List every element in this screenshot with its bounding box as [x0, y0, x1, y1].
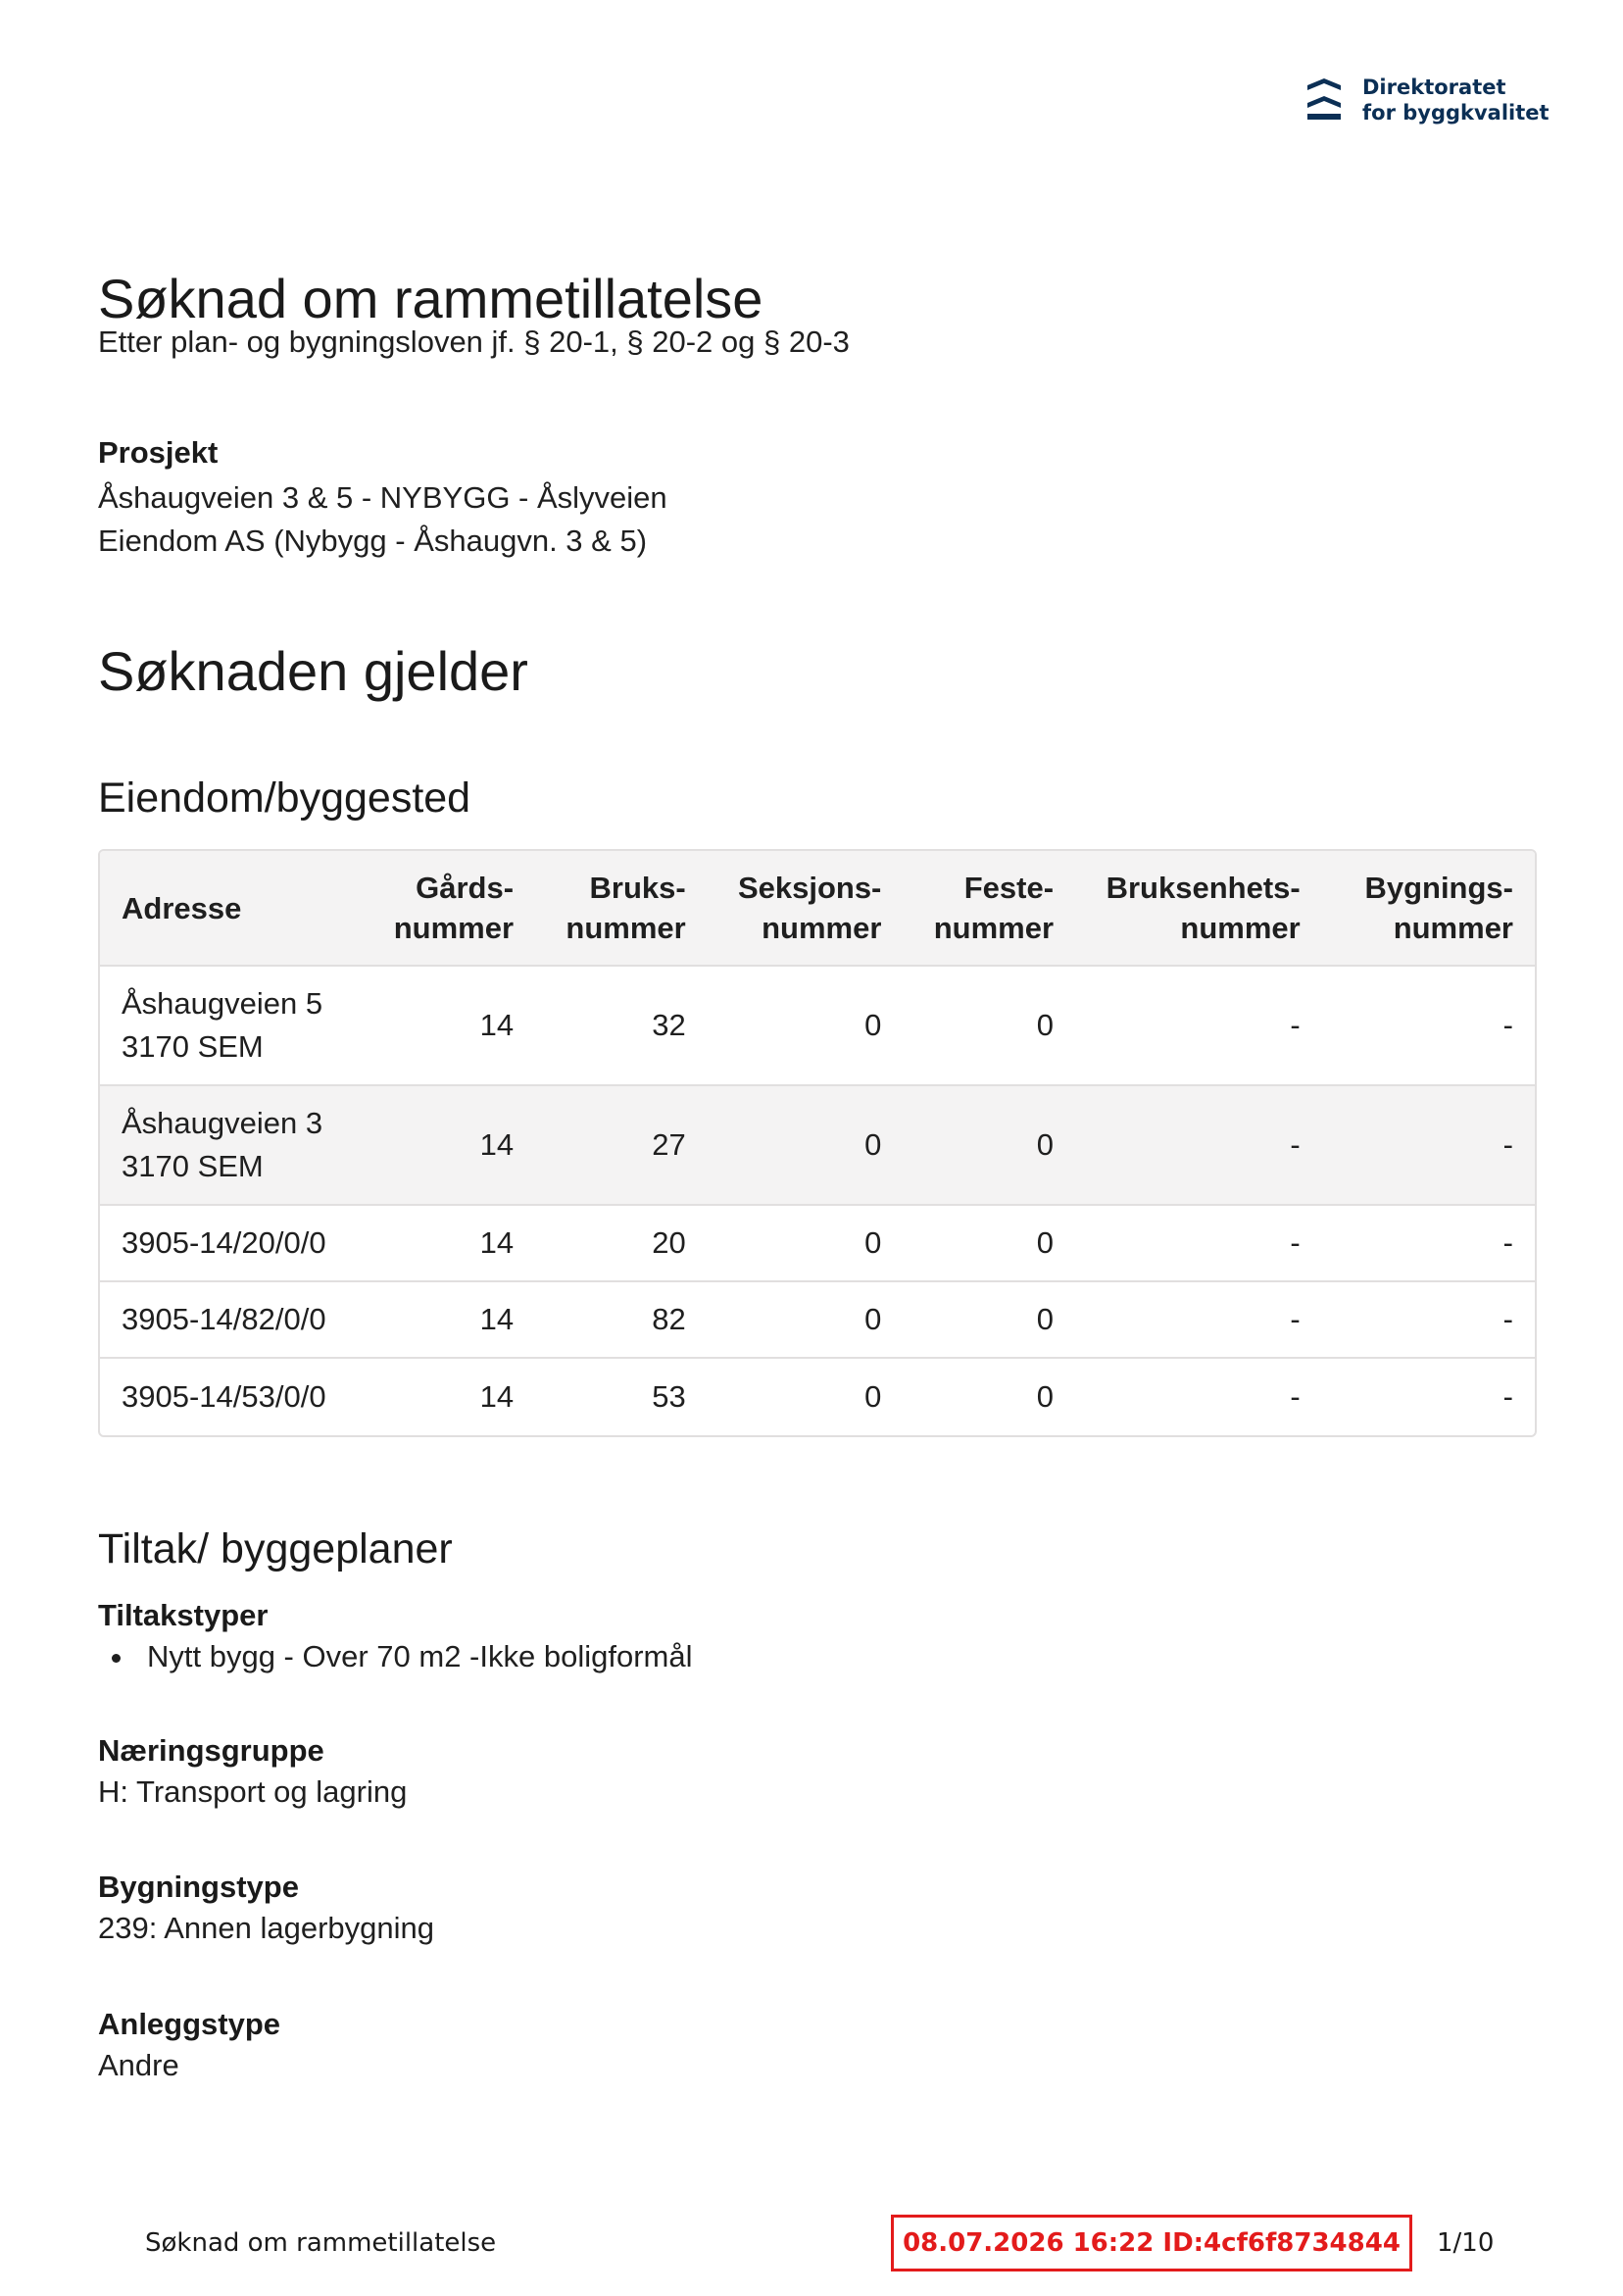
anleggstype-label: Anleggstype [98, 2007, 281, 2041]
project-label: Prosjekt [98, 435, 219, 470]
cell-bruksenhet: - [1075, 967, 1322, 1086]
property-heading: Eiendom/byggested [98, 774, 471, 822]
table-row [100, 1359, 1535, 1435]
cell-fnr: 0 [1036, 1379, 1055, 1414]
col-header-gardsnummer: Gårds- nummer [363, 851, 535, 967]
property-table [98, 849, 1537, 1437]
project-line2: Eiendom AS (Nybygg - Åshaugvn. 3 & 5) [98, 524, 648, 558]
tiltakstyper-label: Tiltakstyper [98, 1598, 269, 1632]
cell-bnr: 53 [652, 1379, 686, 1414]
cell-snr: 0 [708, 1086, 904, 1206]
list-item: Nytt bygg - Over 70 m2 -Ikke boligformål [98, 1635, 692, 1678]
table-row [100, 1282, 1535, 1359]
cell-address: Åshaugveien 5 3170 SEM [100, 967, 363, 1086]
tiltak-heading: Tiltak/ byggeplaner [98, 1525, 453, 1572]
cell-snr: 0 [708, 967, 904, 1086]
cell-gnr: 14 [363, 967, 535, 1086]
document-subtitle: Etter plan- og bygningsloven jf. § 20-1, § 20-2 og § 20-3 [98, 324, 850, 359]
project-block [98, 433, 667, 563]
cell-bygning: - [1322, 967, 1535, 1086]
cell-address: 3905-14/82/0/0 [100, 1282, 363, 1359]
cell-gnr: 14 [363, 1282, 535, 1359]
cell-snr: 0 [708, 1282, 904, 1359]
anleggstype-block [98, 2005, 280, 2087]
col-header-bruksnummer: Bruks- nummer [535, 851, 708, 967]
cell-bnr: 82 [535, 1282, 708, 1359]
cell-snr: 0 [864, 1379, 882, 1414]
tiltakstyper-block [98, 1596, 692, 1678]
cell-bnr: 27 [535, 1086, 708, 1206]
cell-bygning: - [1502, 1379, 1513, 1414]
col-header-festenummer: Feste- nummer [903, 851, 1075, 967]
table-row [100, 967, 1535, 1086]
naeringsgruppe-block [98, 1731, 407, 1814]
cell-bruksenhet: - [1075, 1086, 1322, 1206]
cell-address: 3905-14/20/0/0 [100, 1206, 363, 1282]
dibk-logo-icon [1303, 75, 1345, 125]
cell-bygning: - [1322, 1086, 1535, 1206]
col-header-seksjonsnummer: Seksjons- nummer [708, 851, 904, 967]
cell-gnr: 14 [479, 1379, 515, 1414]
cell-bnr: 32 [535, 967, 708, 1086]
section-heading: Søknaden gjelder [98, 640, 528, 702]
page-number: 1/10 [1437, 2228, 1495, 2258]
naeringsgruppe-label: Næringsgruppe [98, 1733, 324, 1768]
logo-text [1362, 75, 1549, 125]
project-line1: Åshaugveien 3 & 5 - NYBYGG - Åslyveien [98, 480, 667, 515]
cell-fnr: 0 [903, 1206, 1075, 1282]
timestamp-id-stamp: 08.07.2026 16:22 ID:4cf6f8734844 [891, 2215, 1412, 2271]
cell-fnr: 0 [903, 1086, 1075, 1206]
table-header-row [100, 851, 1535, 967]
col-header-adresse: Adresse [100, 851, 363, 967]
bygningstype-value: 239: Annen lagerbygning [98, 1911, 435, 1945]
logo-line2: for byggkvalitet [1362, 101, 1549, 125]
cell-address: Åshaugveien 3 3170 SEM [100, 1086, 363, 1206]
cell-bnr: 20 [535, 1206, 708, 1282]
cell-fnr: 0 [903, 967, 1075, 1086]
table-row [100, 1206, 1535, 1282]
dibk-logo [1303, 75, 1549, 125]
col-header-bygningsnummer: Bygnings- nummer [1322, 851, 1535, 967]
cell-snr: 0 [708, 1206, 904, 1282]
cell-bruksenhet: - [1075, 1282, 1322, 1359]
bygningstype-label: Bygningstype [98, 1870, 299, 1904]
col-header-bruksenhetsnummer: Bruksenhets- nummer [1075, 851, 1322, 967]
cell-fnr: 0 [903, 1282, 1075, 1359]
cell-bruksenhet: - [1290, 1379, 1301, 1414]
cell-gnr: 14 [363, 1206, 535, 1282]
anleggstype-value: Andre [98, 2048, 179, 2082]
cell-bygning: - [1322, 1282, 1535, 1359]
bygningstype-block [98, 1868, 434, 1950]
cell-bruksenhet: - [1075, 1206, 1322, 1282]
cell-address: 3905-14/53/0/0 [122, 1379, 326, 1414]
naeringsgruppe-value: H: Transport og lagring [98, 1774, 408, 1809]
document-title: Søknad om rammetillatelse [98, 268, 763, 329]
cell-bygning: - [1322, 1206, 1535, 1282]
footer-doc-name: Søknad om rammetillatelse [145, 2228, 497, 2258]
table-row [100, 1086, 1535, 1206]
cell-gnr: 14 [363, 1086, 535, 1206]
logo-line1: Direktoratet [1362, 75, 1506, 99]
tiltakstyper-list [98, 1635, 692, 1678]
